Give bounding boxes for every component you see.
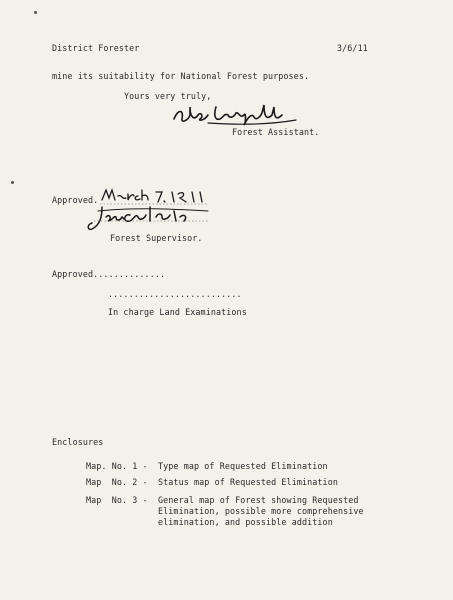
enclosures-heading: Enclosures (52, 437, 104, 447)
enclosure-label: Map. No. 1 - (86, 461, 148, 471)
valediction: Yours very truly, (124, 91, 212, 101)
letter-date: 3/6/11 (337, 43, 368, 53)
addressee: District Forester (52, 43, 140, 53)
enclosure-description: Type map of Requested Elimination (158, 461, 328, 471)
paper-speck (11, 181, 14, 184)
enclosure-description: Elimination, possible more comprehensive (158, 506, 364, 516)
paper-speck (34, 11, 37, 14)
signer-title: Forest Assistant. (232, 127, 320, 137)
enclosure-label: Map No. 3 - (86, 495, 148, 505)
signature-aldo-leopold (168, 103, 308, 129)
supervisor-title: Forest Supervisor. (110, 233, 203, 243)
enclosure-label: Map No. 2 - (86, 477, 148, 487)
closing-line: mine its suitability for National Forest purposes. (52, 71, 310, 81)
enclosure-description: General map of Forest showing Requested (158, 495, 359, 505)
approved-label-1: Approved. (52, 195, 99, 205)
signature-forest-supervisor (84, 203, 214, 233)
signature-line: .......................... (108, 289, 242, 299)
enclosure-description: Status map of Requested Elimination (158, 477, 338, 487)
enclosure-description: elimination, and possible addition (158, 517, 333, 527)
approved-label-2: Approved.............. (52, 269, 166, 279)
land-examinations-title: In charge Land Examinations (108, 307, 247, 317)
